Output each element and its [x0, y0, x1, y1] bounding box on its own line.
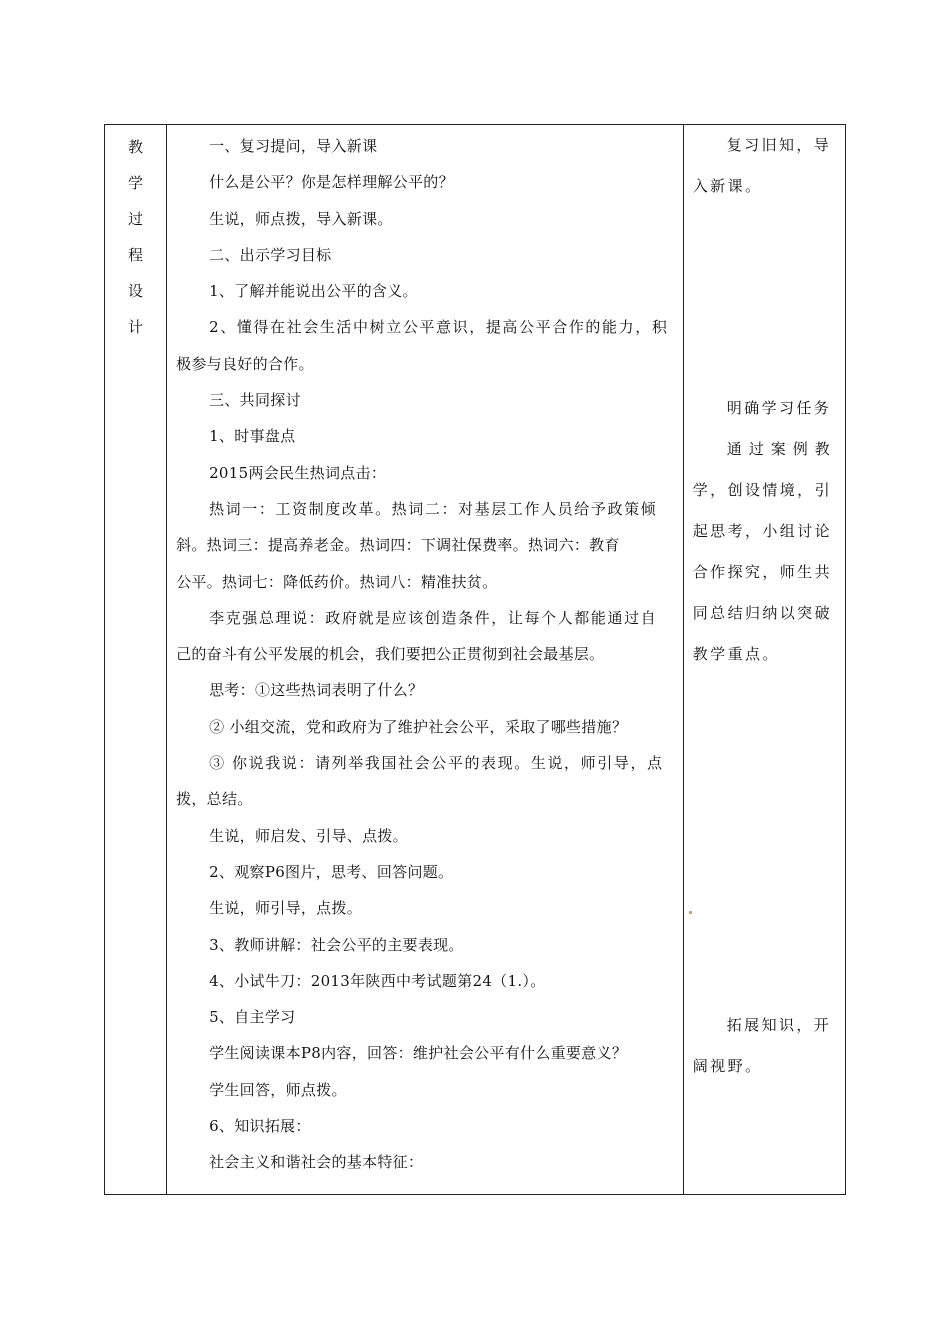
content-line: 2015两会民生热词点击：: [209, 463, 387, 482]
note-task: [693, 388, 839, 429]
subheading: 3、教师讲解：社会公平的主要表现。: [209, 935, 464, 954]
question-line: 什么是公平？你是怎样理解公平的？: [209, 173, 454, 192]
content-line: 热词一：工资制度改革。热词二：对基层工作人员给予政策倾: [209, 499, 658, 518]
content-line-continued: 公平。热词七：降低药价。热词八：精准扶贫。: [176, 572, 498, 591]
design-intent-cell: [683, 125, 845, 1195]
subheading: 1、时事盘点: [209, 427, 296, 446]
subheading: 4、小试牛刀：2013年陕西中考试题第24（1.）。: [209, 971, 546, 990]
note-case-first: 通过案例教: [726, 440, 837, 458]
objective-item-continued: 极参与良好的合作。: [176, 354, 314, 373]
heading-discussion: 三、共同探讨: [209, 391, 301, 410]
think-question: ② 小组交流，党和政府为了维护社会公平，采取了哪些措施？: [209, 717, 628, 736]
content-line: 学生回答，师点拨。: [209, 1080, 347, 1099]
subheading: 2、观察P6图片，思考、回答问题。: [209, 862, 454, 881]
section-label-char: 设: [128, 282, 144, 300]
note-task-text: 明确学习任务: [726, 399, 832, 417]
section-label-cell: [105, 125, 167, 1195]
lesson-plan-table: [104, 124, 846, 1195]
note-expand-first: 拓展知识，开: [726, 1016, 832, 1034]
section-label-char: 计: [128, 318, 144, 336]
objective-item: 2、懂得在社会生活中树立公平意识，提高公平合作的能力，积: [209, 318, 669, 337]
section-label-char: 过: [128, 210, 144, 228]
section-label-char: 程: [128, 246, 144, 264]
think-question: ③ 你说我说：请列举我国社会公平的表现。生说，师引导，点: [209, 754, 664, 773]
note-review-first: 复习旧知，导: [726, 136, 832, 154]
note-review: [693, 125, 839, 207]
content-line: 生说，师启发、引导、点拨。: [209, 826, 408, 845]
quote-line: 李克强总理说：政府就是应该创造条件，让每个人都能通过自: [209, 608, 658, 627]
note-expand-rest: 阔视野。: [692, 1057, 763, 1075]
content-line: 生说，师点拨，导入新课。: [209, 209, 393, 228]
section-label-char: 学: [128, 174, 144, 192]
subheading: 6、知识拓展：: [209, 1117, 311, 1136]
note-case-teaching: [693, 429, 839, 675]
think-question: 思考：①这些热词表明了什么？: [209, 681, 424, 700]
note-expand: [693, 1005, 839, 1087]
think-question-continued: 拨，总结。: [176, 790, 253, 809]
stray-mark: [689, 911, 692, 914]
section-label-char: 教: [128, 138, 144, 156]
quote-line-continued: 己的奋斗有公平发展的机会，我们要把公正贯彻到社会最基层。: [176, 645, 605, 664]
subheading: 5、自主学习: [209, 1008, 296, 1027]
note-review-rest: 入新课。: [692, 177, 763, 195]
content-line: 学生阅读课本P8内容，回答：维护社会公平有什么重要意义？: [209, 1044, 628, 1063]
lesson-process-row: [105, 125, 846, 1195]
objective-item: 1、了解并能说出公平的含义。: [209, 282, 418, 301]
heading-objectives: 二、出示学习目标: [209, 245, 332, 264]
content-line-continued: 斜。热词三：提高养老金。热词四：下调社保费率。热词六：教育: [176, 536, 620, 555]
note-case-rest: 学，创设情境，引起思考，小组讨论合作探究，师生共同总结归纳以突破教学重点。: [692, 481, 832, 663]
content-line: 社会主义和谐社会的基本特征：: [209, 1153, 424, 1172]
teaching-content-cell: [167, 125, 684, 1195]
content-line: 生说，师引导，点拨。: [209, 899, 363, 918]
heading-review: 一、复习提问，导入新课: [209, 137, 378, 155]
